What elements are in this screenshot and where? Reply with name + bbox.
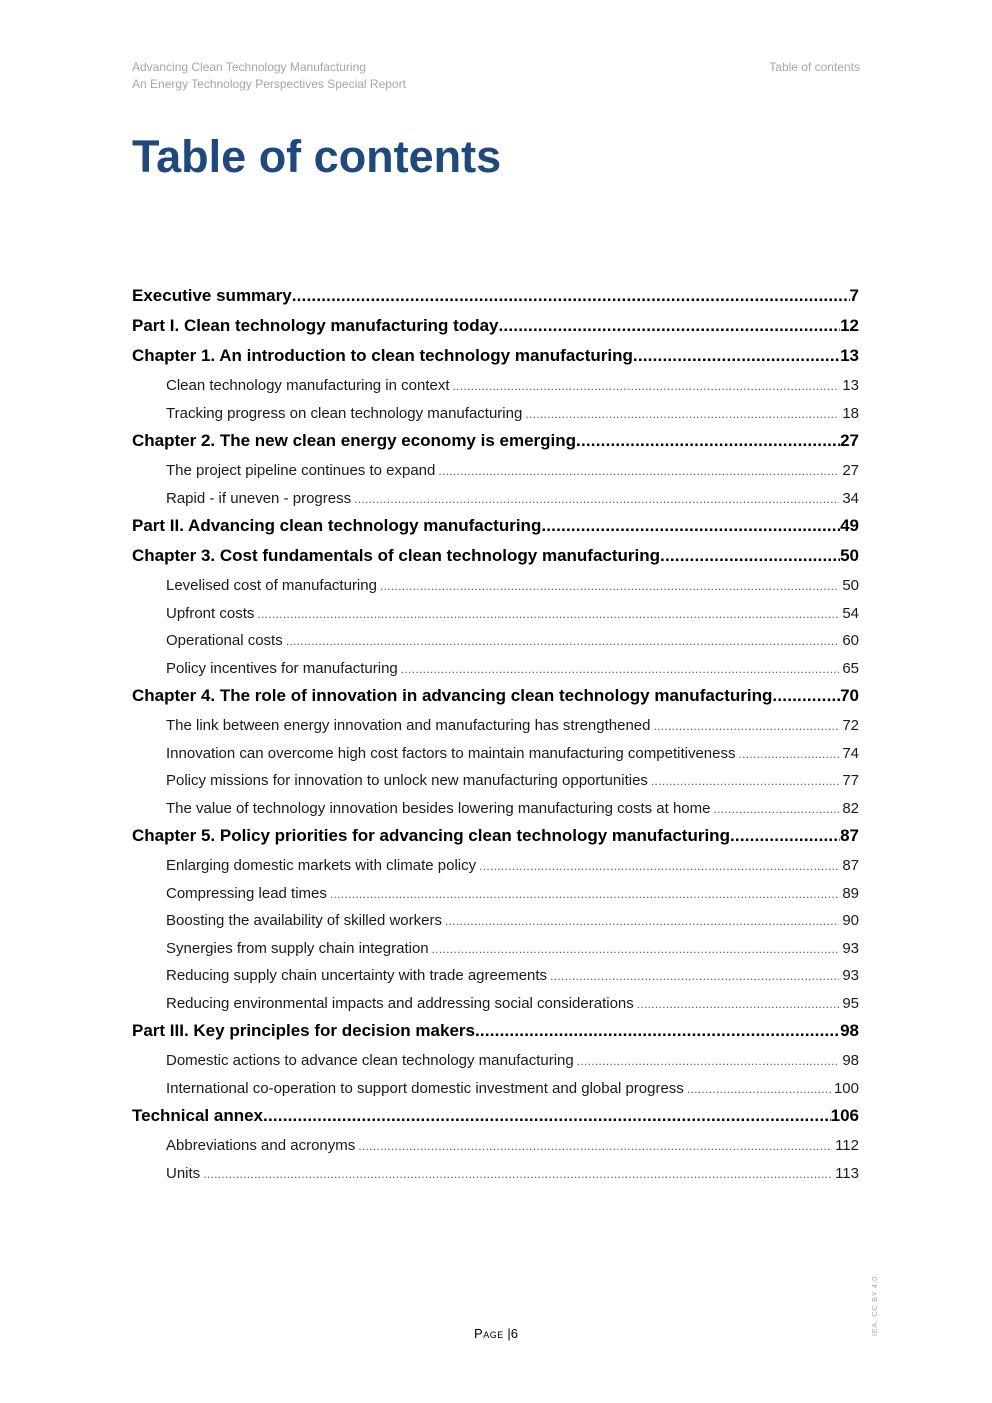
toc-page-number: 70 [840, 686, 859, 705]
page-footer [0, 1326, 992, 1341]
report-subtitle: An Energy Technology Perspectives Special Report [132, 77, 406, 91]
toc-leader-dots [525, 402, 839, 426]
toc-leader-dots [541, 514, 840, 538]
report-title: Advancing Clean Technology Manufacturing [132, 60, 366, 74]
toc-subentry[interactable] [132, 797, 859, 825]
toc-page-number: 13 [842, 377, 859, 394]
toc-entry-title: Innovation can overcome high cost factors to maintain manufacturing competitiveness [166, 744, 736, 762]
toc-leader-dots [453, 374, 840, 398]
toc-leader-dots [292, 284, 850, 308]
toc-subentry[interactable] [132, 769, 859, 797]
page-title: Table of contents [132, 131, 502, 182]
toc-page-number: 106 [830, 1106, 859, 1125]
toc-entry-title: Executive summary [132, 286, 292, 305]
toc-entry-title: Upfront costs [166, 604, 255, 622]
toc-heading-entry[interactable] [132, 1019, 859, 1049]
page-number: 6 [510, 1326, 518, 1341]
toc-page-number: 49 [840, 516, 859, 535]
toc-entry-title: Tracking progress on clean technology manufacturing [166, 404, 523, 422]
toc-heading-entry[interactable] [132, 429, 859, 459]
toc-leader-dots [358, 1134, 832, 1158]
toc-heading-entry[interactable] [132, 344, 859, 374]
toc-entry-title: The project pipeline continues to expand [166, 462, 436, 479]
toc-entry-title: The link between energy innovation and manufacturing has strengthened [166, 717, 651, 734]
toc-leader-dots [257, 602, 839, 626]
page-label: Page [474, 1326, 504, 1341]
toc-subentry[interactable] [132, 574, 859, 602]
toc-entry-title: Domestic actions to advance clean technology manufacturing [166, 1052, 574, 1069]
toc-page-number: 77 [842, 772, 859, 789]
toc-page-number: 93 [842, 967, 859, 984]
toc-page-number: 27 [840, 431, 859, 450]
running-header [132, 59, 406, 93]
toc-page-number: 7 [849, 286, 859, 305]
toc-entry-title: Rapid - if uneven - progress [166, 489, 352, 507]
toc-leader-dots [651, 769, 839, 793]
toc-leader-dots [354, 487, 839, 511]
toc-leader-dots [738, 742, 839, 766]
toc-entry-title: International co-operation to support domestic investment and global progress [166, 1079, 684, 1097]
toc-subentry[interactable] [132, 742, 859, 770]
toc-leader-dots [499, 314, 841, 338]
toc-entry-title: The value of technology innovation besides lowering manufacturing costs at home [166, 799, 711, 817]
toc-page-number: 93 [842, 939, 859, 957]
toc-page-number: 98 [840, 1021, 859, 1040]
toc-entry-title: Operational costs [166, 632, 283, 649]
toc-leader-dots [637, 992, 840, 1016]
toc-entry-title: Synergies from supply chain integration [166, 939, 429, 957]
toc-subentry[interactable] [132, 714, 859, 742]
toc-page-number: 13 [840, 346, 859, 365]
toc-entry-title: Chapter 5. Policy priorities for advancing clean technology manufacturing [132, 826, 730, 845]
toc-leader-dots [286, 629, 840, 653]
toc-entry-title: Compressing lead times [166, 884, 327, 902]
toc-heading-entry[interactable] [132, 284, 859, 314]
toc-subentry[interactable] [132, 1162, 859, 1190]
table-of-contents [132, 284, 859, 1189]
toc-leader-dots [445, 909, 839, 933]
toc-subentry[interactable] [132, 909, 859, 937]
toc-page-number: 27 [842, 462, 859, 479]
toc-leader-dots [687, 1077, 831, 1101]
toc-subentry[interactable] [132, 657, 859, 685]
toc-entry-title: Policy incentives for manufacturing [166, 659, 398, 677]
toc-page-number: 65 [842, 659, 859, 677]
toc-subentry[interactable] [132, 629, 859, 657]
toc-leader-dots [576, 429, 840, 453]
toc-leader-dots [654, 714, 840, 738]
toc-page-number: 50 [840, 546, 859, 565]
toc-leader-dots [730, 824, 840, 848]
toc-leader-dots [203, 1162, 832, 1186]
toc-entry-title: Chapter 3. Cost fundamentals of clean technology manufacturing [132, 546, 661, 565]
license-note: IEA. CC BY 4.0. [870, 1273, 879, 1336]
toc-page-number: 113 [835, 1164, 859, 1182]
toc-leader-dots [660, 544, 840, 568]
toc-entry-title: Technical annex [132, 1106, 264, 1125]
toc-entry-title: Enlarging domestic markets with climate policy [166, 857, 477, 874]
toc-entry-title: Abbreviations and acronyms [166, 1137, 356, 1154]
toc-leader-dots [550, 964, 839, 988]
toc-subentry[interactable] [132, 854, 859, 882]
toc-leader-dots [330, 882, 839, 906]
toc-entry-title: Units [166, 1164, 201, 1182]
toc-subentry[interactable] [132, 964, 859, 992]
toc-entry-title: Reducing environmental impacts and addressing social considerations [166, 994, 634, 1012]
toc-page-number: 112 [835, 1137, 859, 1154]
toc-page-number: 95 [842, 994, 859, 1012]
toc-subentry[interactable] [132, 882, 859, 910]
toc-leader-dots [432, 937, 840, 961]
toc-subentry[interactable] [132, 459, 859, 487]
section-header: Table of contents [769, 60, 860, 74]
toc-page-number: 50 [842, 577, 859, 594]
toc-page-number: 74 [842, 744, 859, 762]
toc-entry-title: Chapter 4. The role of innovation in advancing clean technology manufacturing [132, 686, 773, 705]
toc-subentry[interactable] [132, 1134, 859, 1162]
toc-heading-entry[interactable] [132, 824, 859, 854]
toc-entry-title: Reducing supply chain uncertainty with trade agreements [166, 967, 548, 984]
toc-subentry[interactable] [132, 992, 859, 1020]
toc-entry-title: Chapter 1. An introduction to clean technology manufacturing [132, 346, 633, 365]
toc-leader-dots [714, 797, 840, 821]
toc-subentry[interactable] [132, 374, 859, 402]
toc-subentry[interactable] [132, 402, 859, 430]
toc-page-number: 12 [840, 316, 859, 335]
toc-page-number: 82 [842, 799, 859, 817]
toc-heading-entry[interactable] [132, 314, 859, 344]
toc-leader-dots [263, 1104, 831, 1128]
toc-subentry[interactable] [132, 1049, 859, 1077]
toc-entry-title: Part III. Key principles for decision makers [132, 1021, 475, 1040]
page-separator: | [507, 1326, 511, 1341]
toc-subentry[interactable] [132, 602, 859, 630]
toc-subentry[interactable] [132, 1077, 859, 1105]
toc-entry-title: Part II. Advancing clean technology manufacturing [132, 516, 542, 535]
toc-page-number: 72 [842, 717, 859, 734]
toc-page-number: 90 [842, 912, 859, 929]
toc-heading-entry[interactable] [132, 1104, 859, 1134]
toc-entry-title: Clean technology manufacturing in context [166, 377, 450, 394]
toc-leader-dots [577, 1049, 840, 1073]
toc-leader-dots [438, 459, 839, 483]
toc-page-number: 87 [842, 857, 859, 874]
toc-subentry[interactable] [132, 487, 859, 515]
toc-subentry[interactable] [132, 937, 859, 965]
toc-page-number: 54 [842, 604, 859, 622]
toc-page-number: 98 [842, 1052, 859, 1069]
toc-entry-title: Policy missions for innovation to unlock new manufacturing opportunities [166, 772, 648, 789]
toc-entry-title: Boosting the availability of skilled workers [166, 912, 442, 929]
toc-leader-dots [479, 854, 839, 878]
toc-heading-entry[interactable] [132, 544, 859, 574]
toc-page-number: 89 [842, 884, 859, 902]
toc-entry-title: Part I. Clean technology manufacturing today [132, 316, 499, 335]
toc-leader-dots [772, 684, 840, 708]
toc-leader-dots [475, 1019, 840, 1043]
toc-page-number: 87 [840, 826, 859, 845]
toc-page-number: 60 [842, 632, 859, 649]
toc-page-number: 100 [833, 1079, 859, 1097]
toc-page-number: 34 [842, 489, 859, 507]
toc-leader-dots [380, 574, 839, 598]
toc-entry-title: Chapter 2. The new clean energy economy is emerging [132, 431, 577, 450]
toc-leader-dots [401, 657, 840, 681]
toc-entry-title: Levelised cost of manufacturing [166, 577, 377, 594]
toc-heading-entry[interactable] [132, 684, 859, 714]
toc-leader-dots [633, 344, 840, 368]
toc-heading-entry[interactable] [132, 514, 859, 544]
toc-page-number: 18 [842, 404, 859, 422]
